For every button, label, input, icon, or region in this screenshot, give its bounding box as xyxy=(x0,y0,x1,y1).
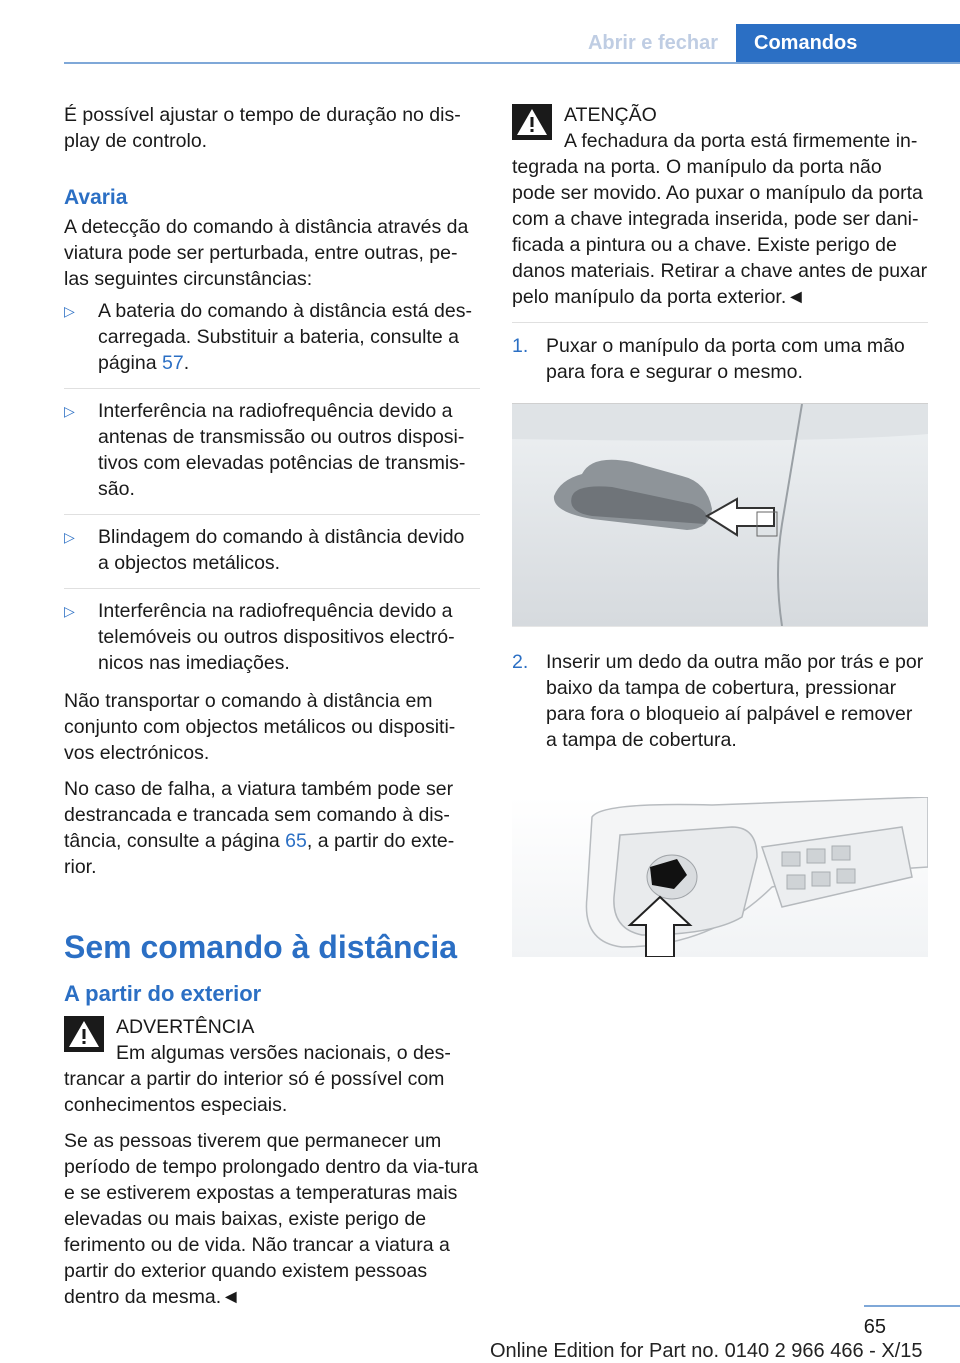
cover-cap-photo xyxy=(512,797,928,957)
step-text: Inserir um dedo da outra mão por trás e por baixo da tampa de cobertura, pressionar para fora o bloqueio aí palpável e remover a tampa de cobertura. xyxy=(546,651,924,751)
page-number: 65 xyxy=(863,1316,886,1338)
bullet-text: A bateria do comando à distância está des-carregada. Substituir a bateria, consulte a página xyxy=(98,300,472,374)
failure-tail: , a partir do exte-rior. xyxy=(64,830,455,878)
intro-paragraph: É possível ajustar o tempo de duração no dis-play de controlo. xyxy=(64,104,461,152)
step-text: Puxar o manípulo da porta com uma mão para fora e segurar o mesmo. xyxy=(546,335,905,383)
header-rule xyxy=(64,62,960,64)
edition-footer: Online Edition for Part no. 0140 2 966 466 - X/15 xyxy=(490,1340,923,1362)
triangle-bullet-icon: ▷ xyxy=(64,603,75,619)
triangle-bullet-icon: ▷ xyxy=(64,529,75,545)
footer-rule xyxy=(864,1305,960,1307)
door-handle-photo xyxy=(512,403,928,627)
triangle-bullet-icon: ▷ xyxy=(64,303,75,319)
circumstance-list xyxy=(64,298,480,676)
list-item xyxy=(64,388,480,502)
avaria-heading: Avaria xyxy=(64,186,128,209)
list-item xyxy=(512,649,928,753)
left-column xyxy=(64,102,480,1320)
tab-chapter[interactable]: Comandos xyxy=(736,24,960,62)
page-link-65[interactable]: 65 xyxy=(285,830,307,852)
triangle-bullet-icon: ▷ xyxy=(64,403,75,419)
bullet-text: Interferência na radiofrequência devido a antenas de transmissão ou outros disposi-tivos com elevadas potências de transmis-são. xyxy=(98,400,466,500)
list-item xyxy=(64,588,480,676)
page-link-57[interactable]: 57 xyxy=(161,352,184,374)
section-heading: Sem comando à distância xyxy=(64,929,458,965)
attention-block xyxy=(512,102,928,310)
right-column xyxy=(512,102,928,957)
steps-list-2 xyxy=(512,649,928,753)
avaria-paragraph: A detecção do comando à distância através da viatura pode ser perturbada, entre outras, pe-las seguintes circunstâncias: xyxy=(64,216,469,290)
list-item xyxy=(512,333,928,385)
bullet-text: Blindagem do comando à distância devido a objectos metálicos. xyxy=(98,526,465,574)
divider xyxy=(512,322,928,323)
transport-paragraph: Não transportar o comando à distância em conjunto com objectos metálicos ou dispositi-vos electrónicos. xyxy=(64,690,456,764)
failure-text: No caso de falha, a viatura também pode ser destrancada e trancada sem comando à dis-tância, consulte a página xyxy=(64,778,454,852)
list-item: ▷ A bateria do comando à distância está des-carregada. Substituir a bateria, consulte a página 57. xyxy=(64,300,472,374)
tab-section[interactable]: Abrir e fechar xyxy=(587,32,719,54)
warning-triangle-icon xyxy=(64,1016,104,1052)
warning-triangle-icon xyxy=(512,104,552,140)
step-number: 2. xyxy=(512,651,529,673)
warning-text-2: Se as pessoas tiverem que permanecer um período de tempo prolongado dentro da via-tura e se estiverem expostas a temperaturas mais elevadas ou mais baixas, existe perigo de ferimento ou de vida. Não trancar a viatura a partir do exterior quando existem pessoas dentro da mesma.◄ xyxy=(64,1130,479,1308)
warning-block xyxy=(64,1014,480,1310)
bullet-text: Interferência na radiofrequência devido a telemóveis ou outros dispositivos electró-nicos nas imediações. xyxy=(98,600,455,674)
warning-title: ADVERTÊNCIA xyxy=(116,1016,255,1038)
attention-text: A fechadura da porta está firmemente in-tegrada na porta. O manípulo da porta não pode ser movido. Ao puxar o manípulo da porta com a chave integrada inserida, pode ser dani-ficada a pintura ou a chave. Existe perigo de danos materiais. Retirar a chave antes de puxar pelo manípulo da porta exterior.◄ xyxy=(512,130,928,308)
step-number: 1. xyxy=(512,335,529,357)
warning-text: Em algumas versões nacionais, o des-trancar a partir do interior só é possível com conhecimentos especiais. xyxy=(64,1042,451,1116)
subsection-heading: A partir do exterior xyxy=(64,981,262,1006)
attention-title: ATENÇÃO xyxy=(564,104,657,126)
list-item xyxy=(64,514,480,576)
failure-paragraph xyxy=(64,776,480,880)
steps-list xyxy=(512,333,928,385)
